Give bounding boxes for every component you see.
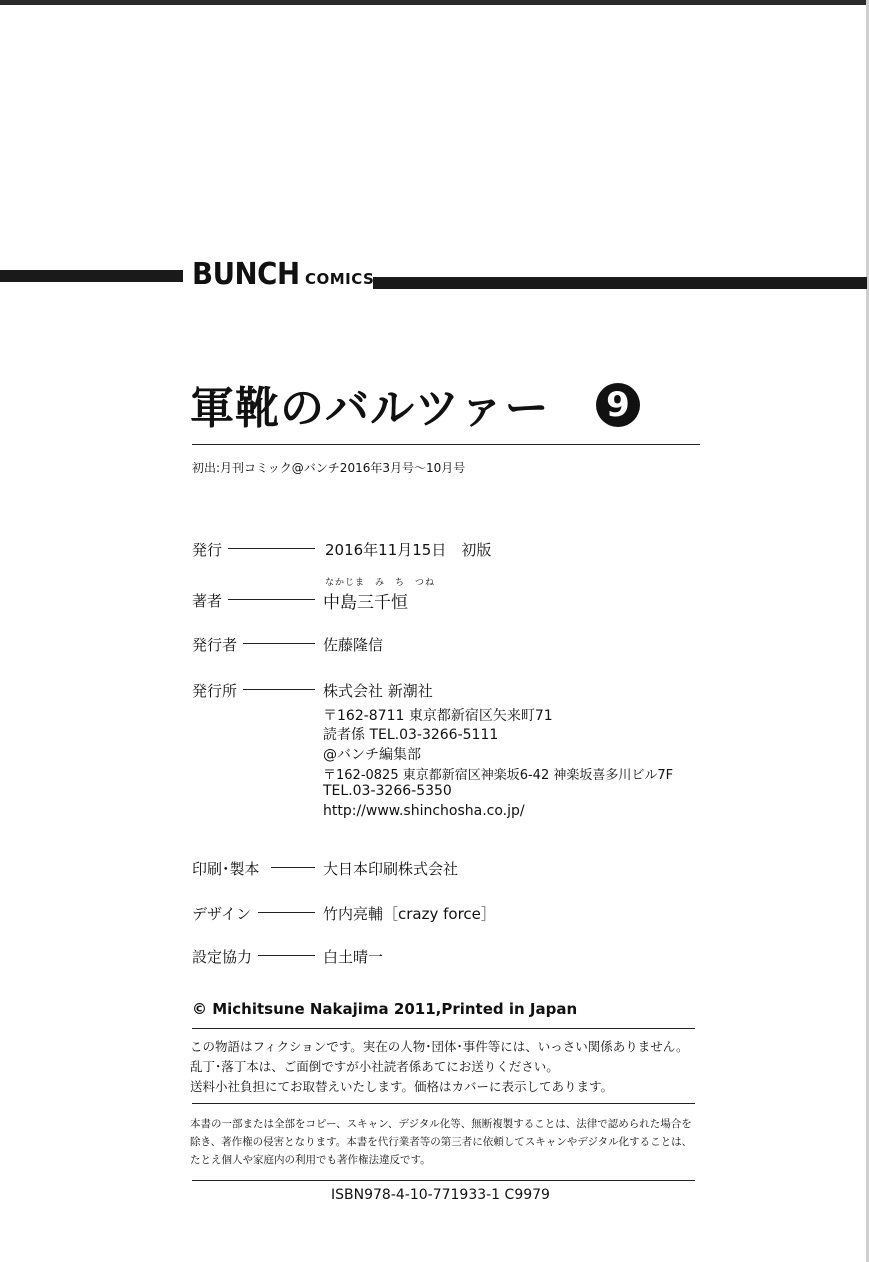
publisher-label: 発行所 [192, 682, 238, 700]
issue-value: 2016年11月15日 初版 [325, 541, 492, 559]
divider [192, 1180, 695, 1181]
divider [192, 1028, 695, 1029]
address-line: 読者係 TEL.03-3266-5111 [323, 727, 499, 743]
publisher-person-value: 佐藤隆信 [323, 636, 384, 654]
book-title: 軍靴のバルツァー [190, 383, 550, 434]
header-band-left [0, 270, 183, 282]
author-label: 著者 [192, 592, 223, 610]
design-value: 竹内亮輔［crazy force］ [323, 905, 496, 923]
author-value: 中島三千恒 [323, 593, 408, 613]
logo-main: BUNCH [192, 257, 300, 292]
publisher-value: 株式会社 新潮社 [323, 682, 433, 700]
setting-label: 設定協力 [192, 948, 253, 966]
design-label: デザイン [192, 905, 251, 923]
page-top-edge [0, 0, 869, 5]
leader-line [271, 867, 315, 868]
issue-label: 発行 [192, 541, 223, 559]
printing-label: 印刷･製本 [192, 860, 260, 878]
legal-line: 除き、著作権の侵害となります。本書を代行業者等の第三者に依頼してスキャンやデジタル化することは、 [190, 1136, 693, 1148]
leader-line [258, 912, 315, 913]
leader-line [228, 599, 315, 600]
address-line: 〒162-0825 東京都新宿区神楽坂6-42 神楽坂喜多川ビル7F [323, 768, 674, 783]
leader-line [243, 643, 315, 644]
setting-value: 白土晴一 [323, 948, 384, 966]
notice-line: この物語はフィクションです。実在の人物･団体･事件等には、いっさい関係ありません。 [190, 1039, 689, 1054]
author-reading: なかじま み ち つね [325, 578, 436, 588]
address-line: TEL.03-3266-5350 [323, 783, 452, 799]
leader-line [228, 548, 315, 549]
leader-line [243, 689, 315, 690]
header-band-right [373, 277, 867, 289]
notice-line: 送料小社負担にてお取替えいたします。価格はカバーに表示してあります。 [190, 1079, 614, 1094]
legal-line: 本書の一部または全部をコピー、スキャン、デジタル化等、無断複製することは、法律で認められた場合を [190, 1118, 692, 1130]
title-rule [192, 444, 700, 445]
address-line: 〒162-8711 東京都新宿区矢来町71 [323, 708, 553, 724]
legal-line: たとえ個人や家庭内の利用でも著作権法違反です。 [190, 1154, 431, 1166]
logo-sub: COMICS [304, 270, 375, 288]
address-line: @バンチ編集部 [323, 747, 421, 763]
notice-line: 乱丁･落丁本は、ご面倒ですが小社読者係あてにお送りください。 [190, 1059, 559, 1074]
first-published: 初出:月刊コミック@バンチ2016年3月号～10月号 [192, 461, 466, 475]
volume-badge: 9 [596, 383, 640, 427]
divider [192, 1103, 695, 1104]
printing-value: 大日本印刷株式会社 [323, 860, 459, 878]
copyright-line: © Michitsune Nakajima 2011,Printed in Japan [192, 1000, 578, 1018]
leader-line [258, 955, 315, 956]
publisher-person-label: 発行者 [192, 636, 238, 654]
address-line: http://www.shinchosha.co.jp/ [323, 803, 525, 819]
bunch-comics-logo [192, 257, 374, 292]
isbn: ISBN978-4-10-771933-1 C9979 [331, 1187, 550, 1203]
